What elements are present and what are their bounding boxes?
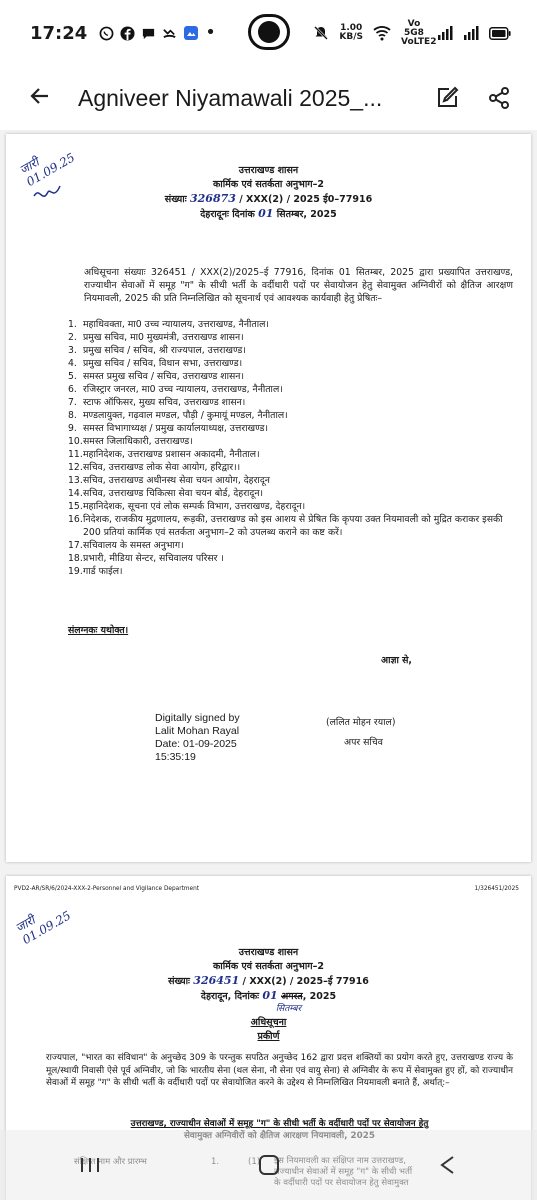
edit-button[interactable] xyxy=(427,78,467,118)
recipient-item xyxy=(68,357,513,370)
recipient-item xyxy=(68,461,513,474)
number-handwritten: 326873 xyxy=(189,192,236,205)
recipient-number: 15. xyxy=(68,501,83,512)
recipient-number: 12. xyxy=(68,462,83,473)
recipient-item xyxy=(68,500,513,513)
date-prefix: देहरादूनः दिनांक xyxy=(200,209,255,220)
recipient-number: 7. xyxy=(68,397,77,408)
recipient-item xyxy=(68,487,513,500)
header2-line1: उत्तराखण्ड शासन xyxy=(238,947,299,958)
recipient-text: सचिव, उत्तराखण्ड अधीनस्थ सेवा चयन आयोग, देहरादून xyxy=(83,475,270,486)
number2-handwritten: 326451 xyxy=(193,974,240,987)
recipient-text: सचिव, उत्तराखण्ड चिकित्सा सेवा चयन बोर्ड, देहरादून। xyxy=(83,488,264,499)
signatory-title: अपर सचिव xyxy=(344,737,383,748)
digital-sign-line2: Lalit Mohan Rayal xyxy=(155,725,240,737)
recipient-number: 9. xyxy=(68,423,77,434)
recipient-item xyxy=(68,513,513,539)
home-button[interactable] xyxy=(249,1145,289,1185)
date2-prefix: देहरादून, दिनांकः xyxy=(200,991,260,1002)
share-button[interactable] xyxy=(479,78,519,118)
missed-call-icon xyxy=(162,26,177,41)
recipient-text: समस्त विभागाध्यक्ष / प्रमुख कार्यालयाध्यक्ष, उत्तराखण्ड। xyxy=(83,423,269,434)
app-bar xyxy=(0,66,537,130)
navigation-bar xyxy=(0,1130,537,1200)
date2-day: 01 xyxy=(262,989,278,1002)
recipient-text: मण्डलायुक्त, गढ़वाल मण्डल, पौड़ी / कुमायूं मण्डल, नैनीताल। xyxy=(83,410,288,421)
header-line1: उत्तराखण्ड शासन xyxy=(238,165,299,176)
order-text: आज्ञा से, xyxy=(381,655,412,666)
recipient-number: 16. xyxy=(68,514,83,525)
recipient-number: 3. xyxy=(68,345,77,356)
home-icon xyxy=(257,1153,281,1177)
menu-icon xyxy=(79,1155,101,1175)
recipient-number: 2. xyxy=(68,332,77,343)
arrow-left-icon xyxy=(28,84,52,108)
recipient-number: 6. xyxy=(68,384,77,395)
recipient-item xyxy=(68,422,513,435)
number-suffix: / XXX(2) / 2025 ई0–77916 xyxy=(239,194,373,205)
doc-header-2 xyxy=(6,946,531,1014)
rules-title-line1: उत्तराखण्ड, राज्याधीन सेवाओं में समूह "ग" के सीधी भर्ती के वर्दीधारी पदों पर सेवायोजन हेतु xyxy=(130,1119,429,1129)
recipient-item xyxy=(68,539,513,552)
recipient-item xyxy=(68,396,513,409)
recipient-item xyxy=(68,565,513,578)
wifi-icon xyxy=(373,25,391,41)
header2-line3 xyxy=(6,974,531,989)
header2-line4 xyxy=(6,989,531,1004)
date2-month-struck: अगस्त xyxy=(280,991,303,1002)
signal-icon xyxy=(463,26,479,40)
recipient-item xyxy=(68,552,513,565)
page2-top-left: PVD2-AR/SR/6/2024-XXX-2-Personnel and Vigilance Department xyxy=(14,886,200,892)
number-prefix: संख्याः xyxy=(164,194,187,205)
intro-paragraph: अधिसूचना संख्याः 326451 / XXX(2)/2025–ई 77916, दिनांक 01 सितम्बर, 2025 द्वारा प्रख्यापित उत्तराखण्ड, राज्याधीन सेवाओं में समूह "ग" के सीधी भर्ती के वर्दीधारी पदों पर सेवायोजन हेतु सेवामुक्त अग्निवीरों को क्षैतिज आरक्षण नियमावली, 2025 की प्रति निम्नलिखित को सूचनार्थ एवं आवश्यक कार्यवाही हेतु प्रेषितः– xyxy=(84,267,513,304)
number2-suffix: / XXX(2) / 2025–ई 77916 xyxy=(242,976,369,987)
header-line4 xyxy=(6,207,531,222)
recipient-text: निदेशक, राजकीय मुद्रणालय, रूड़की, उत्तराखण्ड को इस आशय से प्रेषित कि कृपया उक्त नियमावली को मुद्रित कराकर इसकी 200 प्रतियां कार्मिक एवं सतर्कता अनुभाग–2 को उपलब्ध कराने का कष्ट करें। xyxy=(83,514,503,538)
recipient-number: 5. xyxy=(68,371,77,382)
date2-month-handwritten: सितम्बर xyxy=(275,1004,302,1014)
signatory-name: (ललित मोहन रयाल) xyxy=(326,717,396,728)
date-suffix: सितम्बर, 2025 xyxy=(276,209,337,220)
recipient-list xyxy=(68,318,513,578)
edit-icon xyxy=(435,86,459,110)
recipient-number: 10. xyxy=(68,436,83,447)
back-triangle-icon xyxy=(437,1154,459,1176)
notification-icons xyxy=(99,22,216,43)
recipient-number: 13. xyxy=(68,475,83,486)
digital-sign-line1: Digitally signed by xyxy=(155,712,240,724)
recipient-text: महाधिवक्ता, मा0 उच्च न्यायालय, उत्तराखण्ड, नैनीताल। xyxy=(83,319,269,330)
recipient-number: 17. xyxy=(68,540,83,551)
pdf-viewer[interactable] xyxy=(0,130,537,1200)
number2-prefix: संख्याः xyxy=(168,976,190,987)
page2-top-right: 1/326451/2025 xyxy=(474,886,519,892)
recipient-text: सचिवालय के समस्त अनुभाग। xyxy=(83,540,184,551)
recipient-number: 18. xyxy=(68,553,83,564)
recipient-number: 19. xyxy=(68,566,83,577)
digital-sign-line4: 15:35:19 xyxy=(155,751,196,763)
recipient-item xyxy=(68,435,513,448)
net-speed-value: 1.00 xyxy=(340,23,363,33)
recipient-text: महानिदेशक, सूचना एवं लोक सम्पर्क विभाग, उत्तराखण्ड, देहरादून। xyxy=(83,501,306,512)
recipient-item xyxy=(68,331,513,344)
recipient-text: प्रभारी, मीडिया सेन्टर, सचिवालय परिसर । xyxy=(83,553,224,564)
recipient-text: स्टाफ ऑफिसर, मुख्य सचिव, उत्तराखण्ड शासन। xyxy=(83,397,246,408)
dot-icon: • xyxy=(205,22,216,43)
recipient-item xyxy=(68,344,513,357)
recipient-item xyxy=(68,474,513,487)
recipient-item xyxy=(68,318,513,331)
date-day-handwritten: 01 xyxy=(258,207,274,220)
preamble-paragraph: राज्यपाल, "भारत का संविधान" के अनुच्छेद 309 के परन्तुक सपठित अनुच्छेद 162 द्वारा प्रदत्त शक्तियों का प्रयोग करते हुए, उत्तराखण्ड राज्य के मूल/स्थायी निवासी ऐसे पूर्व अग्निवीर, जो कि भारतीय सेना (थल सेना, नौ सेना एवं वायु सेना) से अग्निवीर के रूप में सेवामुक्त हुए हों, को राज्याधीन सेवाओं में समूह "ग" के सीधी भर्ती के वर्दीधारी पदों पर सेवायोजित करने के उद्देश्य से निम्नलिखित नियमावली बनाते हैं, अर्थात्:– xyxy=(46,1053,513,1088)
back-nav-button[interactable] xyxy=(428,1145,468,1185)
battery-icon xyxy=(489,27,511,40)
recipient-text: प्रमुख सचिव / सचिव, श्री राज्यपाल, उत्तराखण्ड। xyxy=(83,345,246,356)
header-line3 xyxy=(6,192,531,207)
recents-button[interactable] xyxy=(70,1145,110,1185)
recipient-text: रजिस्ट्रार जनरल, मा0 उच्च न्यायालय, उत्तराखण्ड, नैनीताल। xyxy=(83,384,283,395)
document-title: Agniveer Niyamawali 2025_... xyxy=(78,84,383,111)
handwritten-note: जारी 01.09.25 xyxy=(17,150,78,190)
recipient-item xyxy=(68,370,513,383)
recipient-text: महानिदेशक, उत्तराखण्ड प्रशासन अकादमी, नैनीताल। xyxy=(83,449,260,460)
facebook-icon xyxy=(120,26,135,41)
status-bar xyxy=(0,0,537,66)
recipient-number: 11. xyxy=(68,449,83,460)
header2-line2: कार्मिक एवं सतर्कता अनुभाग–2 xyxy=(212,961,325,972)
recipient-text: सचिव, उत्तराखण्ड लोक सेवा आयोग, हरिद्वार।। xyxy=(83,462,241,473)
doc-header xyxy=(6,164,531,222)
notification-title: अधिसूचना xyxy=(250,1017,287,1028)
recipient-text: प्रमुख सचिव, मा0 मुख्यमंत्री, उत्तराखण्ड शासन। xyxy=(83,332,244,343)
date2-year: , 2025 xyxy=(302,991,337,1002)
volte-label: Vo 5G8 VoLTE2 xyxy=(401,18,437,47)
recipient-text: गार्ड फाईल। xyxy=(83,566,123,577)
recipient-number: 14. xyxy=(68,488,83,499)
hotspot-icon xyxy=(248,14,290,50)
net-speed-unit: KB/S xyxy=(339,32,363,42)
digital-sign-line3: Date: 01-09-2025 xyxy=(155,738,237,750)
recipient-item xyxy=(68,409,513,422)
recipient-number: 8. xyxy=(68,410,77,421)
system-icons xyxy=(313,20,511,47)
signal-icon xyxy=(437,26,453,40)
message-icon xyxy=(141,26,156,41)
back-button[interactable] xyxy=(28,82,68,115)
whatsapp-icon xyxy=(99,26,114,41)
recipient-item xyxy=(68,448,513,461)
recipient-item xyxy=(68,383,513,396)
mute-icon xyxy=(313,25,329,41)
pdf-page-1 xyxy=(6,134,531,862)
share-icon xyxy=(487,86,511,110)
recipient-text: समस्त प्रमुख सचिव / सचिव, उत्तराखण्ड शासन। xyxy=(83,371,244,382)
net-speed xyxy=(339,24,363,42)
recipient-text: समस्त जिलाधिकारी, उत्तराखण्ड। xyxy=(83,436,193,447)
header-line2: कार्मिक एवं सतर्कता अनुभाग–2 xyxy=(212,179,325,190)
handwritten-note-2: जारी 01.09.25 xyxy=(13,908,74,948)
recipient-number: 1. xyxy=(68,319,77,330)
recipient-text: प्रमुख सचिव / सचिव, विधान सभा, उत्तराखण्ड। xyxy=(83,358,243,369)
misc-title: प्रकीर्ण xyxy=(257,1031,280,1042)
app-icon xyxy=(183,25,199,41)
digital-signature xyxy=(155,712,240,764)
recipient-number: 4. xyxy=(68,358,77,369)
enclosure-note: संलग्नकः यथोक्त। xyxy=(68,625,129,636)
status-time: 17:24 xyxy=(30,22,88,44)
